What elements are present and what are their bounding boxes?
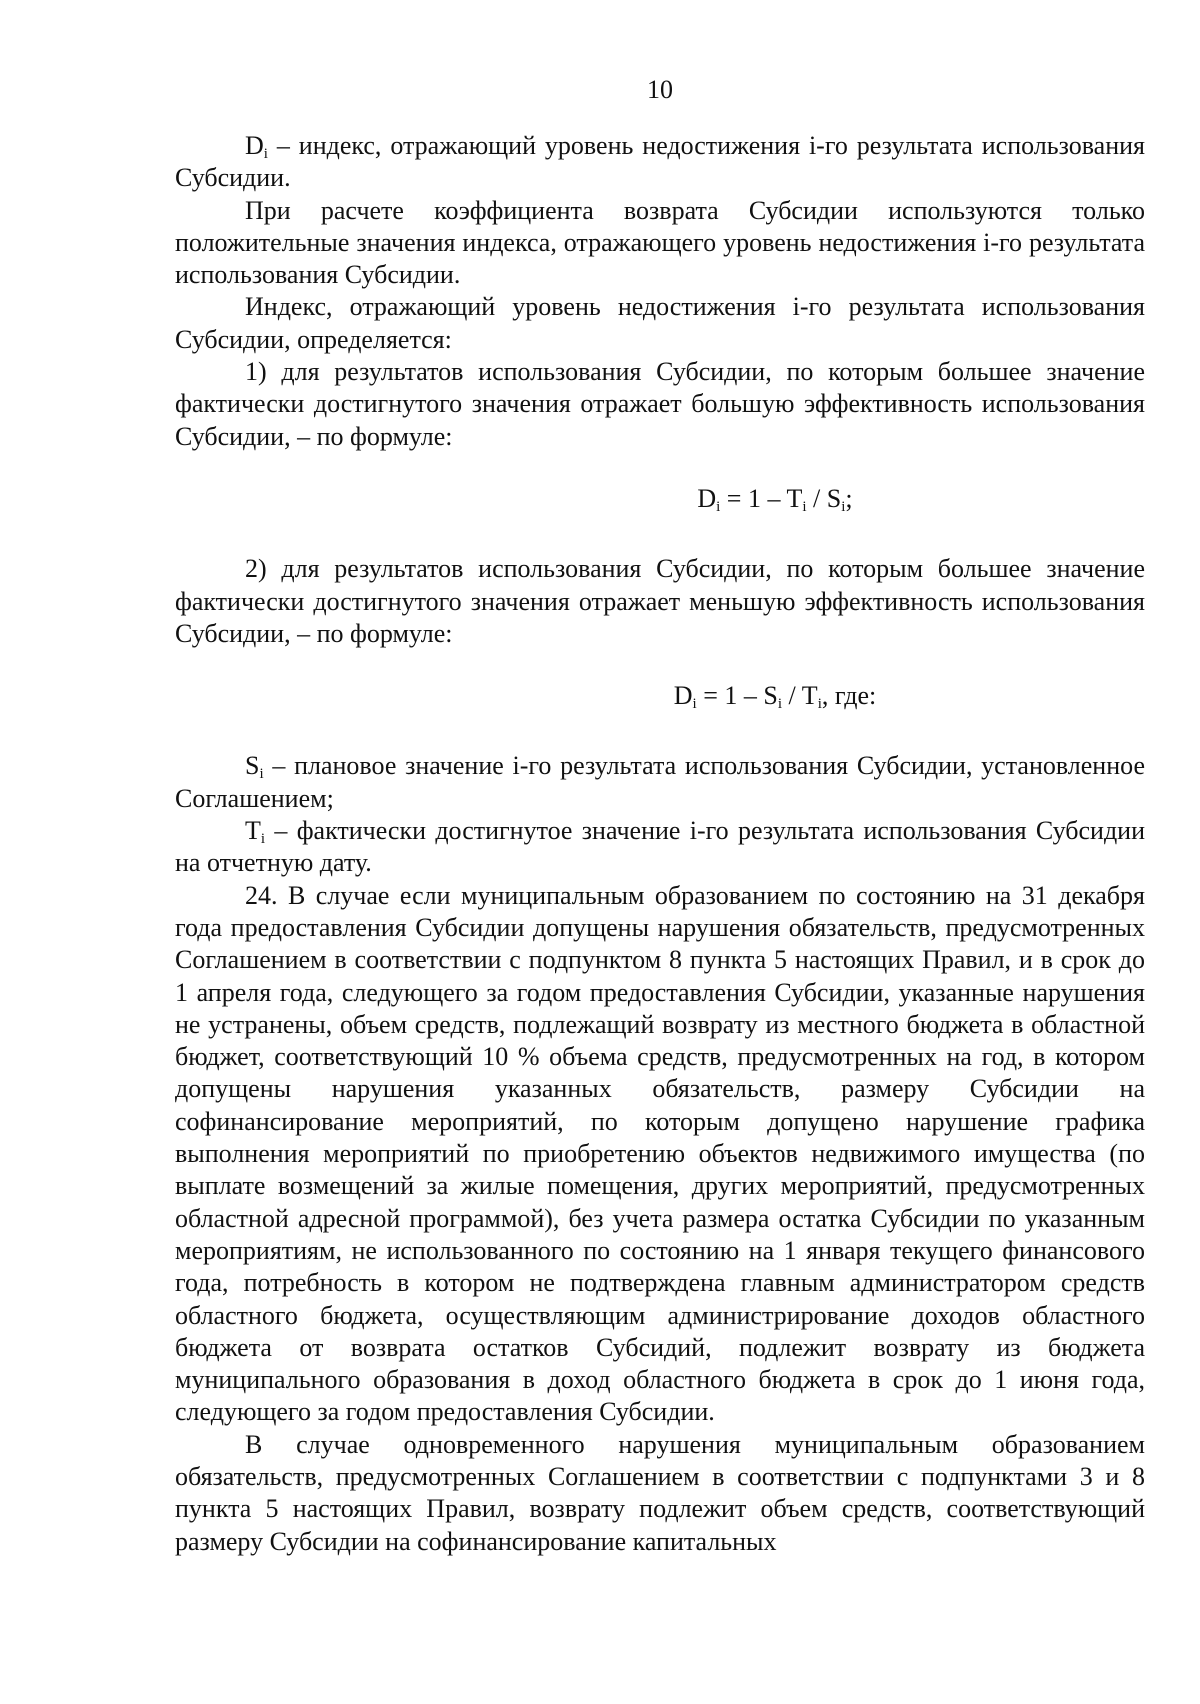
paragraph-simultaneous-violation: В случае одновременного нарушения муниципальным образованием обязательств, предусмотренных Соглашением в соответствии с подпунктами 3 и 8 пункта 5 настоящих Правил, возврату подлежит объем средств, соответствующий размеру Субсидии на софинансирование капитальных [175, 1429, 1145, 1556]
paragraph-d-definition [175, 130, 1145, 195]
paragraph-case-1: 1) для результатов использования Субсидии, по которым большее значение фактически достигнутого значения отражает большую эффективность использования Субсидии, – по формуле: [175, 357, 1145, 451]
variable-t: T [245, 816, 261, 846]
paragraph-s-definition [175, 750, 1145, 815]
formula-t: T [801, 681, 818, 711]
formula-subscript: i [716, 498, 721, 515]
formula-1 [175, 483, 1145, 515]
formula-subscript: i [817, 696, 822, 713]
variable-subscript: i [259, 766, 264, 783]
formula-lhs: D [673, 681, 693, 711]
formula-subscript: i [802, 498, 807, 515]
formula-operator: / [782, 681, 802, 711]
formula-subscript: i [692, 696, 697, 713]
paragraph-text: – индекс, отражающий уровень недостижения i-го результата использования Субсидии. [175, 131, 1145, 193]
paragraph-t-definition [175, 815, 1145, 880]
paragraph-item-24: 24. В случае если муниципальным образованием по состоянию на 31 декабря года предоставления Субсидии допущены нарушения обязательств, предусмотренных Соглашением в соответствии с подпунктом 8 пункта 5 настоящих Правил, и в срок до 1 апреля года, следующего за годом предоставления Субсидии, указанные нарушения не устранены, объем средств, подлежащий возврату из местного бюджета в областной бюджет, соответствующий 10 % объема средств, предусмотренных на год, в котором допущены нарушения указанных обязательств, размеру Субсидии на софинансирование мероприятий, по которым допущено нарушение графика выполнения мероприятий по приобретению объектов недвижимого имущества (по выплате возмещений за жилые помещения, других мероприятий, предусмотренных областной адресной программой), без учета размера остатка Субсидии по указанным мероприятиям, не использованного по состоянию на 1 января текущего финансового года, потребность в котором не подтверждена главным администратором средств областного бюджета, осуществляющим администрирование доходов областного бюджета от возврата остатков Субсидий, подлежит возврату из бюджета муниципального образования в доход областного бюджета в срок до 1 июня года, следующего за годом предоставления Субсидии. [175, 880, 1145, 1427]
formula-operator: = 1 – [720, 483, 787, 513]
formula-subscript: i [841, 498, 846, 515]
formula-tail: , где: [821, 681, 877, 711]
paragraph-positive-values: При расчете коэффициента возврата Субсидии используются только положительные значения индекса, отражающего уровень недостижения i-го результата использования Субсидии. [175, 195, 1145, 290]
variable-d: D [245, 131, 264, 160]
document-page [175, 70, 1145, 1558]
formula-2 [175, 680, 1145, 712]
formula-lhs: D [697, 483, 717, 513]
variable-s: S [245, 751, 260, 781]
formula-s: S [763, 681, 778, 711]
formula-operator: = 1 – [696, 681, 764, 711]
variable-subscript: i [263, 146, 268, 162]
variable-subscript: i [260, 831, 266, 848]
paragraph-text: – фактически достигнутое значение i-го результата использования Субсидии на отчетную дату. [175, 816, 1145, 878]
page-number: 10 [647, 75, 673, 104]
formula-t: T [786, 483, 803, 513]
formula-tail: ; [845, 483, 853, 513]
paragraph-text: – плановое значение i-го результата использования Субсидии, установленное Соглашением; [175, 751, 1145, 813]
paragraph-index-defined: Индекс, отражающий уровень недостижения i-го результата использования Субсидии, определяется: [175, 292, 1145, 354]
formula-subscript: i [777, 696, 783, 713]
formula-operator: / [806, 483, 827, 513]
formula-s: S [826, 483, 842, 513]
paragraph-case-2: 2) для результатов использования Субсидии, по которым большее значение фактически достигнутого значения отражает меньшую эффективность использования Субсидии, – по формуле: [175, 554, 1145, 648]
